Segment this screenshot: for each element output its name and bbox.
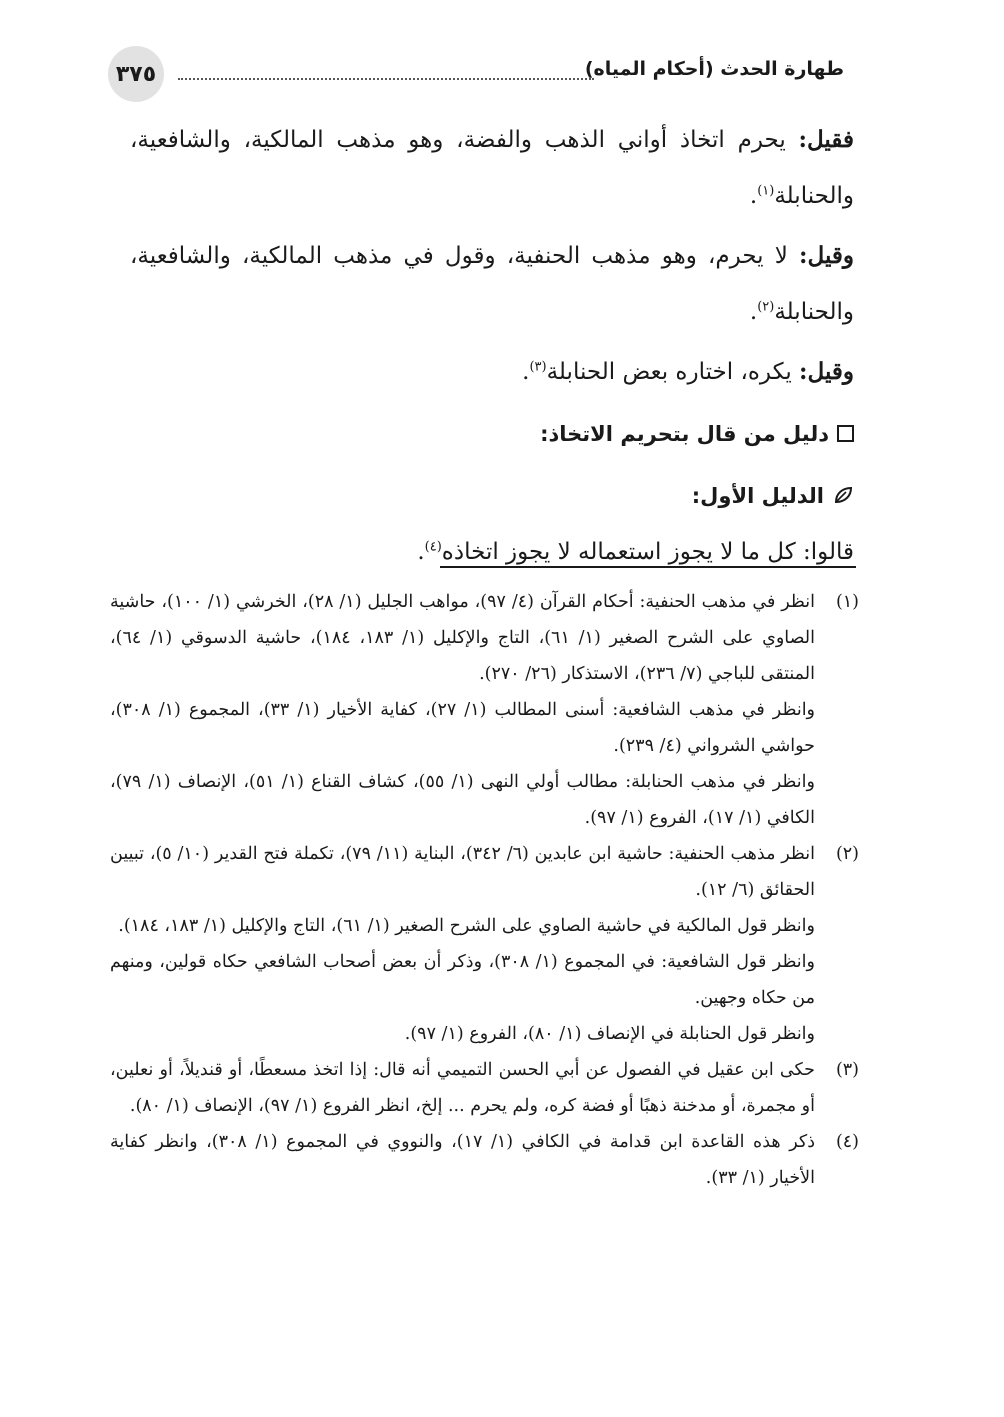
footnote-ref[interactable]: (١) — [757, 183, 775, 199]
page-number: ٣٧٥ — [108, 46, 164, 102]
running-header — [108, 46, 844, 102]
footnote-ref[interactable]: (٢) — [757, 299, 775, 315]
opinion-text: يحرم اتخاذ أواني الذهب والفضة، وهو مذهب المالكية، والشافعية، والحنابلة — [130, 127, 854, 209]
paragraph-opinion-disliked: وقيل: يكره، اختاره بعض الحنابلة$^{(٣)}$. — [522, 358, 854, 385]
footnote-separator — [440, 566, 856, 568]
footnote — [110, 836, 859, 1052]
footnote-paragraph: ذكر هذه القاعدة ابن قدامة في الكافي (١/ ١٧)، والنووي في المجموع (١/ ٣٠٨)، وانظر كفاية الأخيار (١/ ٣٣). — [110, 1132, 815, 1188]
footnotes — [110, 584, 859, 1196]
footnote-body — [110, 836, 815, 1052]
footnote-paragraph: وانظر في مذهب الشافعية: أسنى المطالب (١/ ٢٧)، كفاية الأخيار (١/ ٣٣)، المجموع (١/ ٣٠٨)، حواشي الشرواني (٤/ ٢٣٩). — [110, 700, 816, 756]
paragraph-opinion-not-prohibited: وقيل: لا يحرم، وهو مذهب الحنفية، وقول في مذهب المالكية، والشافعية، والحنابلة$^{(٢)}$. — [130, 242, 854, 325]
leaf-icon — [832, 484, 854, 506]
footnote-paragraph: وانظر قول المالكية في حاشية الصاوي على الشرح الصغير (١/ ٦١)، التاج والإكليل (١/ ١٨٣، ١٨٤). — [118, 916, 815, 936]
footnote-paragraph: وانظر في مذهب الحنابلة: مطالب أولي النهى (١/ ٥٥)، كشاف القناع (١/ ٥١)، الإنصاف (١/ ٧٩)، الكافي (١/ ١٧)، الفروع (١/ ٩٧). — [110, 772, 815, 828]
footnote-number: (٤) — [835, 1132, 859, 1152]
footnote-ref[interactable]: (٣) — [529, 359, 547, 375]
footnote-ref[interactable]: (٤) — [424, 539, 442, 555]
subheading-first-evidence — [130, 468, 854, 524]
footnote — [110, 1124, 859, 1196]
footnote-body — [110, 1124, 815, 1196]
header-dotted-leader — [178, 78, 594, 80]
footnote — [110, 1052, 859, 1124]
checkbox-icon — [837, 425, 854, 442]
main-text — [130, 112, 854, 580]
footnote-paragraph: وانظر قول الشافعية: في المجموع (١/ ٣٠٨)، وذكر أن بعض أصحاب الشافعي حكاه قولين، ومنهم من حكاه وجهين. — [110, 952, 815, 1008]
footnote-paragraph: انظر في مذهب الحنفية: أحكام القرآن (٤/ ٩٧)، مواهب الجليل (١/ ٢٨)، الخرشي (١/ ١٠٠)، حاشية الصاوي على الشرح الصغير (١/ ٦١)، التاج والإكليل (١/ ١٨٣، ١٨٤)، حاشية الدسوقي (١/ ٦٤)، المنتقى للباجي (٧/ ٢٣٦)، الاستذكار (٢٦/ ٢٧٠). — [110, 592, 816, 684]
chapter-title: طهارة الحدث (أحكام المياه) — [584, 58, 844, 80]
footnote-number: (١) — [835, 592, 859, 612]
opinion-text: يكره، اختاره بعض الحنابلة — [546, 359, 800, 385]
opinion-text: لا يحرم، وهو مذهب الحنفية، وقول في مذهب المالكية، والشافعية، والحنابلة — [130, 243, 854, 325]
opinion-lead: فقيل: — [798, 126, 854, 153]
footnote-body — [110, 1052, 815, 1124]
section-heading-evidence — [130, 406, 854, 462]
argument-text: قالوا: كل ما لا يجوز استعماله لا يجوز اتخاذه — [441, 539, 854, 565]
footnote-paragraph: حكى ابن عقيل في الفصول عن أبي الحسن التميمي أنه قال: إذا اتخذ مسعطًا، أو قنديلاً، أو نعلين، أو مجمرة، أو مدخنة ذهبًا أو فضة كره، ولم يحرم ... إلخ، انظر الفروع (١/ ٩٧)، الإنصاف (١/ ٨٠). — [110, 1060, 815, 1116]
footnote — [110, 584, 859, 836]
footnote-paragraph: انظر مذهب الحنفية: حاشية ابن عابدين (٦/ ٣٤٢)، البناية (١١/ ٧٩)، تكملة فتح القدير (١٠/ ٥)، تبيين الحقائق (٦/ ١٢). — [110, 844, 815, 900]
opinion-lead: وقيل: — [799, 242, 854, 269]
footnote-number: (٣) — [835, 1060, 859, 1080]
section-heading-text: دليل من قال بتحريم الاتخاذ: — [540, 422, 829, 446]
paragraph-argument: قالوا: كل ما لا يجوز استعماله لا يجوز اتخاذه$^{(٤)}$. — [417, 539, 854, 565]
subheading-text: الدليل الأول: — [691, 484, 824, 508]
opinion-lead: وقيل: — [799, 358, 854, 385]
footnote-number: (٢) — [835, 844, 859, 864]
footnote-body — [110, 584, 815, 836]
paragraph-opinion-prohibited: فقيل: يحرم اتخاذ أواني الذهب والفضة، وهو مذهب المالكية، والشافعية، والحنابلة$^{(١)}$. — [130, 126, 854, 209]
footnote-paragraph: وانظر قول الحنابلة في الإنصاف (١/ ٨٠)، الفروع (١/ ٩٧). — [404, 1024, 815, 1044]
